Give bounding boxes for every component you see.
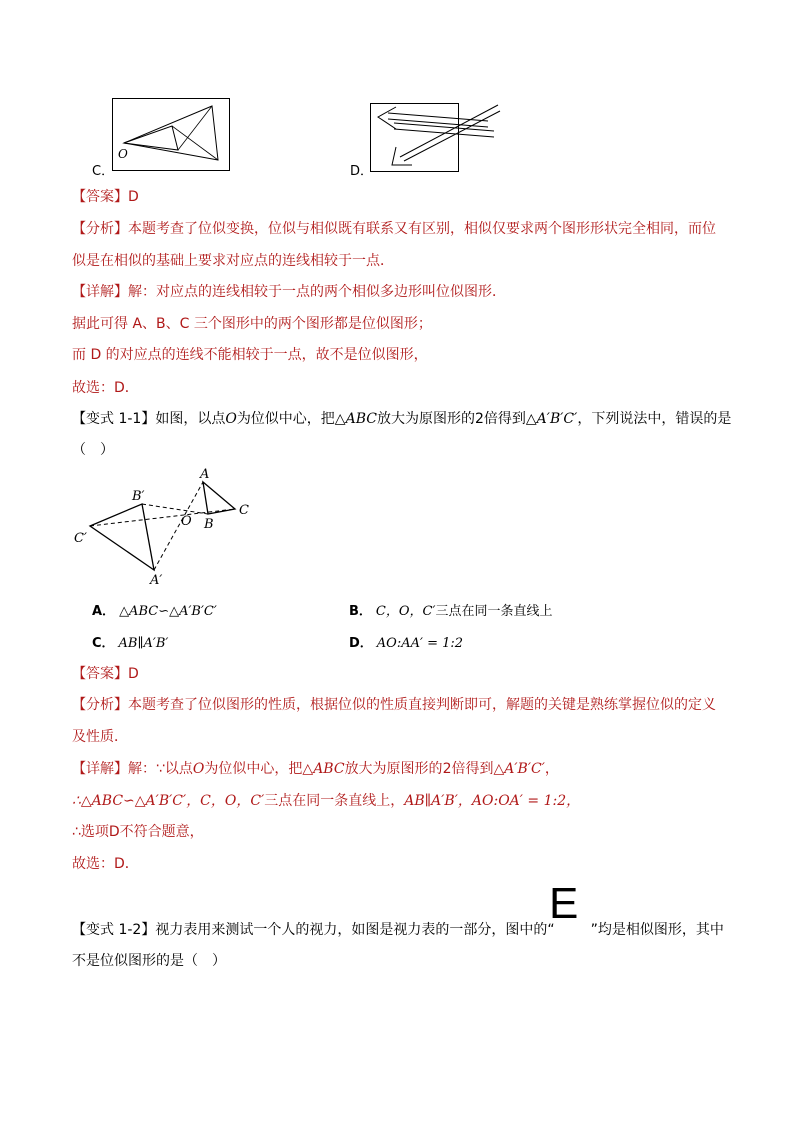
variant-1-1-two: 2 [474,411,484,427]
variant-1-1-abc2: A′B′C′ [536,411,578,427]
analysis-2-line-2: 及性质． [72,729,128,745]
figure-c-drawing [112,98,232,172]
detail-1-label: 【详解】 [72,284,128,300]
answer-1-label: 【答案】 [72,189,128,205]
analysis-2-line-1 [72,695,716,715]
answer-2 [72,664,139,684]
option-d-letter: D． [349,636,373,651]
detail-2-line-2 [72,791,580,811]
figure-d [370,103,502,175]
option-b-math: C，O，C′ [375,604,436,619]
variant-1-1-text-a: 如图，以点 [155,411,226,427]
detail-2-abc2: A′B′C′ [504,761,545,777]
option-a-letter: A． [92,604,116,619]
detail-2-line-3: ∴选项D不符合题意， [72,824,204,840]
option-c-letter: C． [92,636,115,651]
option-c-text: AB∥A′B′ [118,636,169,651]
detail-2-two: 2 [442,761,452,777]
detail-1-line-1 [72,282,506,302]
detail-2-label: 【详解】 [72,761,128,777]
analysis-2-label: 【分析】 [72,697,128,713]
variant-1-1-text-d: 倍得到△ [483,411,537,427]
variant-1-1-o: O [225,411,237,427]
option-b [349,600,552,619]
detail-2-abc: ABC [313,761,345,777]
figure-similarity [68,462,268,588]
figure-c [112,98,232,172]
fig2-label-c-prime: C′ [74,531,87,546]
detail-1-line-2: 据此可得 A、B、C 三个图形中的两个图形都是位似图形； [72,316,432,332]
option-d [349,632,463,651]
figure-d-drawing [370,103,502,175]
variant-1-2-label: 【变式 1-2】 [72,922,156,938]
detail-2-text-1d: 倍得到△ [451,761,505,777]
option-b-text: 三点在同一条直线上 [435,604,553,619]
variant-1-1-text-c: 放大为原图形的 [376,411,475,427]
fig2-label-a: A [200,467,210,482]
option-a [92,600,217,619]
answer-1 [72,187,139,207]
fig2-label-c: C [239,503,249,518]
detail-2-o: O [192,761,205,777]
analysis-2-text-1: 本题考查了位似图形的性质，根据位似的性质直接判断即可，解题的关键是熟练掌握位似的定义 [128,697,716,713]
variant-1-1-text-b: 为位似中心，把△ [236,411,346,427]
analysis-1-line-1 [72,219,716,239]
figure-d-label: D． [350,164,374,179]
analysis-1-line-2: 似是在相似的基础上要求对应点的连线相较于一点． [72,253,394,269]
variant-1-2-text-a: 视力表用来测试一个人的视力，如图是视力表的一部分，图中的“ [155,922,555,938]
option-b-letter: B． [349,604,372,619]
variant-1-1-paren: （ ） [72,442,114,458]
detail-2-line-1 [72,759,559,779]
detail-2-line-4: 故选：D． [72,856,139,872]
fig2-label-b-prime: B′ [132,489,145,504]
detail-1-text-1: 解：对应点的连线相较于一点的两个相似多边形叫位似图形． [128,284,506,300]
answer-2-value: D [128,666,139,682]
e-glyph: E [549,879,579,928]
detail-2-text-2c: AB∥A′B′，AO:OA′ = 1:2， [404,793,581,809]
figure-similarity-drawing [68,462,268,588]
detail-1-line-3: 而 D 的对应点的连线不能相较于一点，故不是位似图形， [72,347,428,363]
fig2-label-b: B [204,517,214,532]
variant-1-1-text-e: ，下列说法中，错误的是 [577,411,732,427]
detail-2-text-1b: 为位似中心，把△ [204,761,314,777]
detail-2-text-2b: 三点在同一条直线上， [264,793,405,809]
detail-2-text-1c: 放大为原图形的 [344,761,443,777]
answer-1-value: D [128,189,139,205]
variant-1-2-text-b: ”均是相似图形，其中 [590,922,724,938]
detail-2-text-1a: 解：∵以点 [128,761,193,777]
figure-c-point-o: O [118,147,128,161]
variant-1-2-question [72,920,724,940]
variant-1-2-line-2: 不是位似图形的是（ ） [72,953,226,969]
variant-1-1-abc: ABC [345,411,377,427]
detail-2-text-1e: ， [544,761,559,777]
analysis-1-text-1: 本题考查了位似变换，位似与相似既有联系又有区别，相似仅要求两个图形形状完全相同，而位 [128,221,716,237]
fig2-label-o: O [181,514,192,529]
figure-c-label: C． [92,164,115,179]
fig2-label-a-prime: A′ [150,573,163,588]
detail-1-line-4: 故选：D． [72,380,139,396]
detail-2-text-2a: ∴△ABC∽△A′B′C′，C，O，C′ [72,793,265,809]
analysis-1-label: 【分析】 [72,221,128,237]
variant-1-1-question [72,409,731,429]
option-d-text: AO:AA′ = 1:2 [376,636,464,651]
option-a-text: △ABC∽△A′B′C′ [119,604,217,619]
answer-2-label: 【答案】 [72,666,128,682]
variant-1-1-label: 【变式 1-1】 [72,411,156,427]
option-c [92,632,168,651]
